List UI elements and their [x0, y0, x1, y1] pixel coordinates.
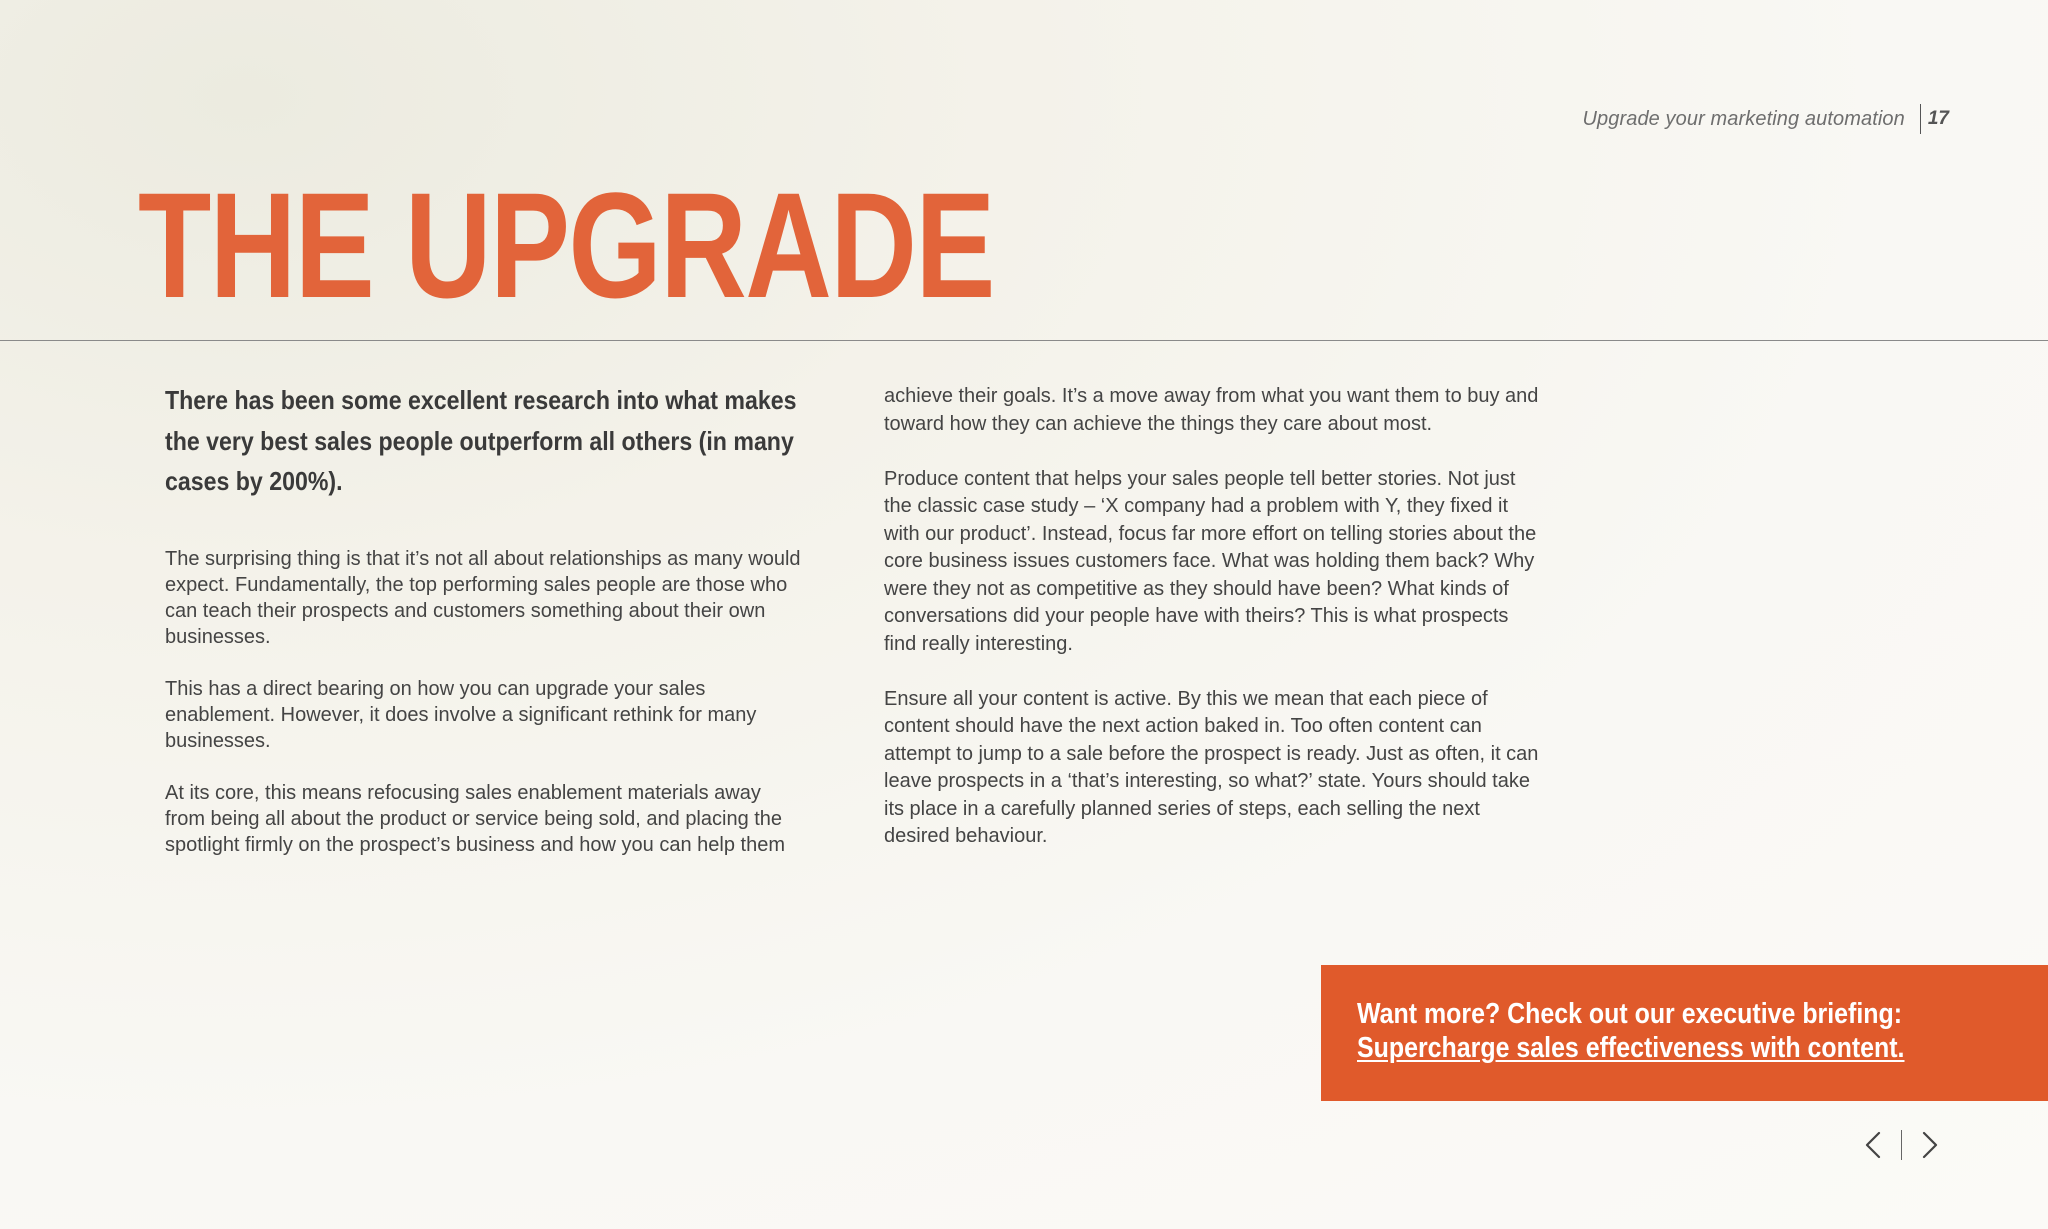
page-header — [1582, 104, 1949, 134]
page-number: 17 — [1927, 108, 1949, 129]
chevron-left-icon — [1864, 1130, 1882, 1160]
previous-page-button[interactable] — [1855, 1126, 1891, 1164]
next-page-button[interactable] — [1912, 1126, 1948, 1164]
body-paragraph: At its core, this means refocusing sales enablement materials away from being all about the product or service being sold, and placing the spotlight firmly on the prospect’s business and how you can help them — [165, 781, 785, 856]
body-paragraph: Produce content that helps your sales people tell better stories. Not just the classic case study – ‘X company had a problem with Y, they fixed it with our product’. Instead, focus far more effort on telling stories about the core business issues customers face. What was holding them back? Why were they not as competitive as they should have been? What kinds of conversations did your people have with theirs? This is what prospects find really interesting. — [884, 467, 1537, 655]
body-paragraph: achieve their goals. It’s a move away from what you want them to buy and toward how they can achieve the things they care about most. — [884, 385, 1539, 435]
right-column — [884, 383, 1544, 878]
document-subtitle: Upgrade your marketing automation — [1582, 107, 1905, 130]
intro-paragraph: There has been some excellent research into what makes the very best sales people outperform all others (in many cases by 200%). — [165, 385, 797, 496]
body-paragraph: This has a direct bearing on how you can upgrade your sales enablement. However, it does involve a significant rethink for many businesses. — [165, 677, 757, 752]
title-divider — [0, 340, 2048, 341]
pager-divider — [1901, 1130, 1902, 1160]
executive-briefing-link[interactable]: Supercharge sales effectiveness with content. — [1357, 1032, 1905, 1064]
body-paragraph: The surprising thing is that it’s not all about relationships as many would expect. Fundamentally, the top performing sales people are those who can teach their prospects and customers something about their own businesses. — [165, 547, 801, 648]
left-column — [165, 380, 805, 884]
cta-lead-text: Want more? Check out our executive briefing: — [1357, 998, 1903, 1030]
cta-banner — [1321, 965, 2048, 1101]
header-divider — [1920, 104, 1921, 134]
page-navigation — [1855, 1126, 1948, 1164]
page-title: THE UPGRADE — [138, 161, 994, 329]
body-paragraph: Ensure all your content is active. By this we mean that each piece of content should have the next action baked in. Too often content can attempt to jump to a sale before the prospect is ready. Just as often, it can leave prospects in a ‘that’s interesting, so what?’ state. Yours should take its place in a carefully planned series of steps, each selling the next desired behaviour. — [884, 687, 1539, 847]
chevron-right-icon — [1921, 1130, 1939, 1160]
